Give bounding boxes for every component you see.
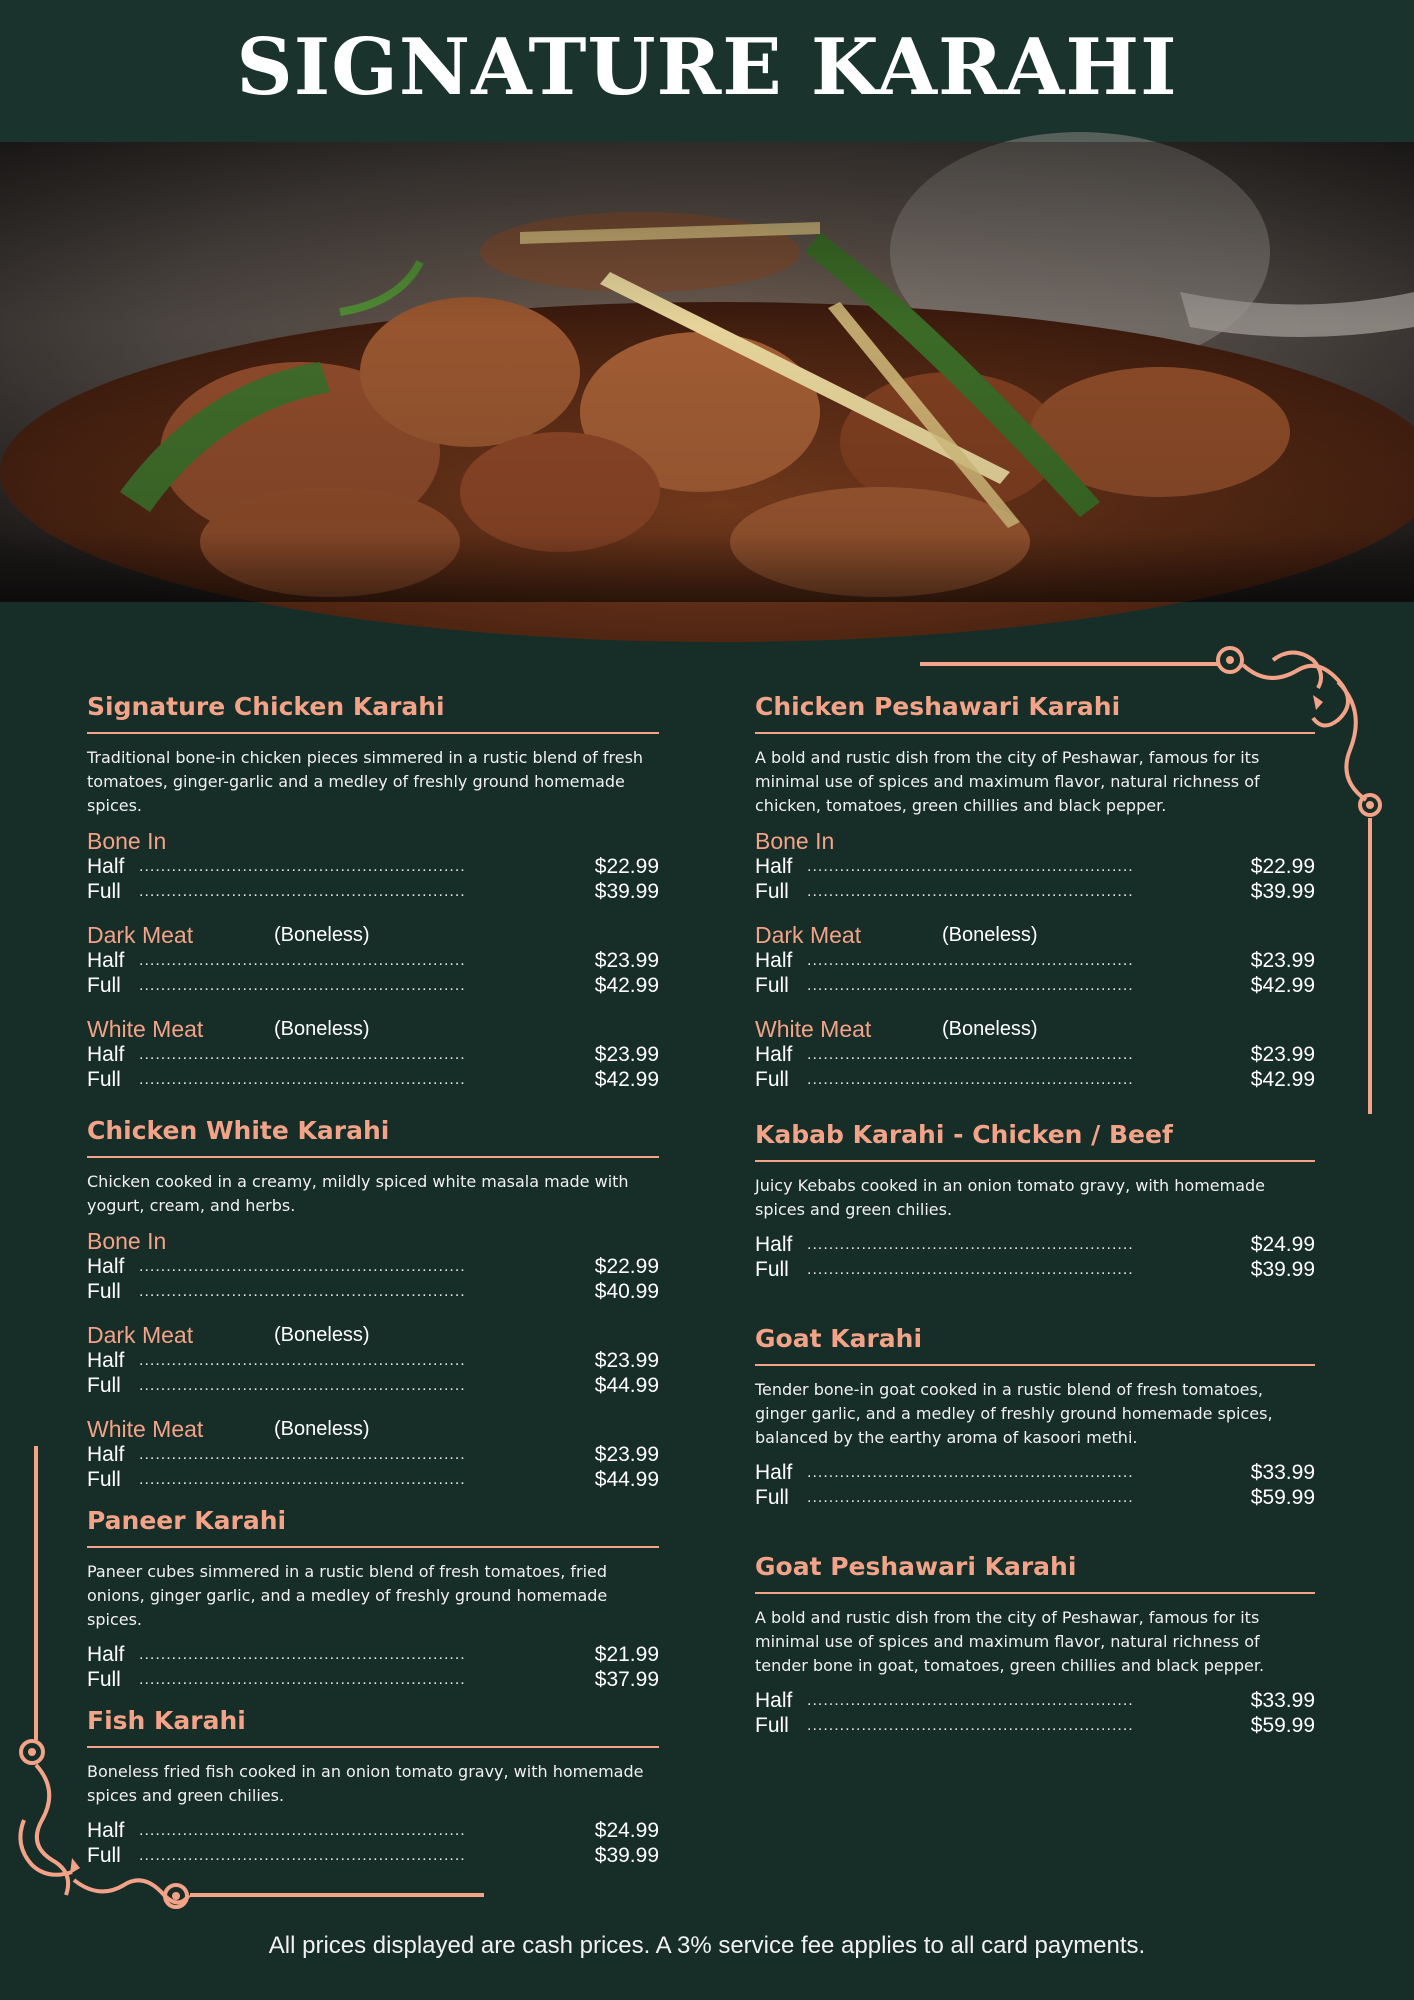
portion-label: Half — [755, 949, 793, 972]
price-value: $39.99 — [1250, 1258, 1315, 1281]
price-row — [87, 1843, 659, 1868]
portion-category — [755, 828, 1315, 854]
price-row — [755, 1257, 1315, 1282]
price-value: $39.99 — [594, 880, 659, 903]
dot-leader: ............................................................ — [807, 1464, 1134, 1481]
price-value: $23.99 — [594, 949, 659, 972]
portion-label: Half — [87, 855, 125, 878]
portion-label: Half — [755, 1461, 793, 1484]
portion-label: Half — [87, 1643, 125, 1666]
section-title: Signature Chicken Karahi — [87, 690, 659, 734]
price-value: $23.99 — [594, 1443, 659, 1466]
price-value: $24.99 — [594, 1819, 659, 1842]
karahi-dish-photo-icon — [0, 142, 1414, 602]
price-row — [87, 1279, 659, 1304]
category-name: Dark Meat — [87, 1322, 194, 1348]
portion-category — [755, 922, 1315, 948]
category-name: White Meat — [755, 1016, 872, 1042]
portion-label: Half — [87, 1349, 125, 1372]
portion-category — [87, 1016, 659, 1042]
price-row — [87, 1348, 659, 1373]
price-row — [87, 1373, 659, 1398]
price-row — [755, 879, 1315, 904]
portion-label: Half — [755, 1043, 793, 1066]
menu-section — [87, 1504, 659, 1692]
section-description: Juicy Kebabs cooked in an onion tomato gravy, with homemade spices and green chilies. — [755, 1176, 1266, 1219]
portion-label: Full — [87, 1374, 121, 1397]
price-row — [755, 1042, 1315, 1067]
price-row — [87, 1467, 659, 1492]
portion-label: Full — [755, 974, 789, 997]
price-value: $24.99 — [1250, 1233, 1315, 1256]
section-title: Fish Karahi — [87, 1704, 659, 1748]
dot-leader: ............................................................ — [139, 977, 466, 994]
price-value: $23.99 — [594, 1043, 659, 1066]
dot-leader: ............................................................ — [139, 1258, 466, 1275]
price-row — [87, 1067, 659, 1092]
price-row — [87, 879, 659, 904]
portion-label: Full — [755, 1258, 789, 1281]
portion-label: Full — [87, 1844, 121, 1867]
portion-label: Full — [87, 1068, 121, 1091]
price-row — [755, 1067, 1315, 1092]
price-row — [755, 1713, 1315, 1738]
menu-section — [755, 690, 1315, 1092]
dot-leader: ............................................................ — [139, 858, 466, 875]
section-description: Chicken cooked in a creamy, mildly spiced white masala made with yogurt, cream, and herbs. — [87, 1172, 629, 1215]
dot-leader: ............................................................ — [139, 952, 466, 969]
menu-section — [755, 1322, 1315, 1510]
price-value: $37.99 — [594, 1668, 659, 1691]
dot-leader: ............................................................ — [139, 1283, 466, 1300]
portion-category — [87, 828, 659, 854]
category-note: (Boneless) — [274, 924, 370, 946]
portion-label: Half — [755, 1233, 793, 1256]
dot-leader: ............................................................ — [807, 1071, 1134, 1088]
menu-column-left — [87, 690, 659, 1868]
hero-food-image — [0, 142, 1414, 602]
price-value: $59.99 — [1250, 1486, 1315, 1509]
price-value: $23.99 — [1250, 1043, 1315, 1066]
price-row — [87, 1818, 659, 1843]
portion-label: Full — [755, 1714, 789, 1737]
price-row — [755, 1460, 1315, 1485]
dot-leader: ............................................................ — [807, 1692, 1134, 1709]
section-title: Goat Peshawari Karahi — [755, 1550, 1315, 1594]
dot-leader: ............................................................ — [139, 1471, 466, 1488]
dot-leader: ............................................................ — [139, 1071, 466, 1088]
category-name: Dark Meat — [87, 922, 194, 948]
category-name: Dark Meat — [755, 922, 862, 948]
menu-section — [87, 690, 659, 1092]
price-row — [87, 973, 659, 998]
dot-leader: ............................................................ — [139, 1646, 466, 1663]
category-name: Bone In — [87, 828, 167, 854]
category-note: (Boneless) — [274, 1418, 370, 1440]
price-row — [755, 854, 1315, 879]
dot-leader: ............................................................ — [807, 1046, 1134, 1063]
price-row — [87, 948, 659, 973]
section-title: Paneer Karahi — [87, 1504, 659, 1548]
dot-leader: ............................................................ — [139, 883, 466, 900]
price-value: $33.99 — [1250, 1689, 1315, 1712]
dot-leader: ............................................................ — [807, 1717, 1134, 1734]
section-description: Tender bone-in goat cooked in a rustic blend of fresh tomatoes, ginger garlic, and a medley of freshly ground homemade spices, balanced by the earthy aroma of kasoori methi. — [755, 1380, 1273, 1447]
portion-category — [87, 1322, 659, 1348]
category-name: White Meat — [87, 1016, 204, 1042]
dot-leader: ............................................................ — [139, 1847, 466, 1864]
portion-label: Full — [87, 880, 121, 903]
price-value: $23.99 — [1250, 949, 1315, 972]
section-title: Kabab Karahi - Chicken / Beef — [755, 1118, 1315, 1162]
portion-category — [87, 922, 659, 948]
price-row — [87, 1254, 659, 1279]
menu-section — [87, 1704, 659, 1868]
price-row — [755, 1485, 1315, 1510]
price-value: $59.99 — [1250, 1714, 1315, 1737]
price-value: $42.99 — [1250, 974, 1315, 997]
dot-leader: ............................................................ — [807, 977, 1134, 994]
category-name: Bone In — [87, 1228, 167, 1254]
portion-label: Full — [87, 1468, 121, 1491]
portion-label: Full — [87, 1668, 121, 1691]
portion-label: Half — [87, 1255, 125, 1278]
dot-leader: ............................................................ — [807, 883, 1134, 900]
price-value: $42.99 — [594, 1068, 659, 1091]
section-title: Goat Karahi — [755, 1322, 1315, 1366]
dot-leader: ............................................................ — [139, 1352, 466, 1369]
price-value: $22.99 — [1250, 855, 1315, 878]
price-row — [87, 854, 659, 879]
category-name: White Meat — [87, 1416, 204, 1442]
dot-leader: ............................................................ — [807, 952, 1134, 969]
dot-leader: ............................................................ — [139, 1671, 466, 1688]
price-value: $42.99 — [594, 974, 659, 997]
menu-section — [755, 1550, 1315, 1738]
price-value: $44.99 — [594, 1374, 659, 1397]
price-value: $39.99 — [594, 1844, 659, 1867]
category-note: (Boneless) — [274, 1018, 370, 1040]
category-note: (Boneless) — [274, 1324, 370, 1346]
category-note: (Boneless) — [942, 1018, 1038, 1040]
price-row — [755, 973, 1315, 998]
portion-category — [87, 1416, 659, 1442]
price-value: $22.99 — [594, 1255, 659, 1278]
section-description: Paneer cubes simmered in a rustic blend of fresh tomatoes, fried onions, ginger garlic, and a medley of freshly ground homemade spices. — [87, 1562, 608, 1629]
menu-section — [87, 1114, 659, 1492]
menu-section — [755, 1118, 1315, 1282]
price-value: $23.99 — [594, 1349, 659, 1372]
dot-leader: ............................................................ — [139, 1377, 466, 1394]
price-row — [87, 1642, 659, 1667]
price-row — [755, 948, 1315, 973]
portion-label: Half — [87, 949, 125, 972]
dot-leader: ............................................................ — [807, 858, 1134, 875]
portion-label: Half — [87, 1443, 125, 1466]
section-description: Boneless fried fish cooked in an onion tomato gravy, with homemade spices and green chilies. — [87, 1762, 644, 1805]
price-value: $40.99 — [594, 1280, 659, 1303]
price-value: $21.99 — [594, 1643, 659, 1666]
portion-label: Full — [87, 974, 121, 997]
price-value: $44.99 — [594, 1468, 659, 1491]
page-title: SIGNATURE KARAHI — [236, 22, 1178, 113]
section-title: Chicken White Karahi — [87, 1114, 659, 1158]
portion-label: Half — [87, 1043, 125, 1066]
category-name: Bone In — [755, 828, 835, 854]
menu-column-right — [755, 690, 1315, 1738]
footer-note: All prices displayed are cash prices. A 3% service fee applies to all card payments. — [268, 1932, 1146, 1959]
portion-label: Full — [87, 1280, 121, 1303]
section-description: Traditional bone-in chicken pieces simmered in a rustic blend of fresh tomatoes, ginger-garlic and a medley of freshly ground homemade spices. — [87, 748, 644, 815]
portion-label: Half — [87, 1819, 125, 1842]
section-description: A bold and rustic dish from the city of Peshawar, famous for its minimal use of spices and maximum flavor, natural richness of tender bone in goat, tomatoes, green chillies and black pepper. — [755, 1608, 1265, 1675]
dot-leader: ............................................................ — [139, 1822, 466, 1839]
portion-label: Full — [755, 1486, 789, 1509]
price-row — [755, 1232, 1315, 1257]
portion-label: Full — [755, 1068, 789, 1091]
dot-leader: ............................................................ — [139, 1046, 466, 1063]
dot-leader: ............................................................ — [807, 1489, 1134, 1506]
section-description: A bold and rustic dish from the city of Peshawar, famous for its minimal use of spices and maximum flavor, natural richness of chicken, tomatoes, green chillies and black pepper. — [755, 748, 1260, 815]
portion-label: Half — [755, 1689, 793, 1712]
price-row — [755, 1688, 1315, 1713]
category-note: (Boneless) — [942, 924, 1038, 946]
price-row — [87, 1667, 659, 1692]
portion-label: Full — [755, 880, 789, 903]
price-value: $42.99 — [1250, 1068, 1315, 1091]
price-value: $39.99 — [1250, 880, 1315, 903]
price-row — [87, 1042, 659, 1067]
portion-category — [87, 1228, 659, 1254]
price-value: $33.99 — [1250, 1461, 1315, 1484]
dot-leader: ............................................................ — [139, 1446, 466, 1463]
portion-category — [755, 1016, 1315, 1042]
portion-label: Half — [755, 855, 793, 878]
dot-leader: ............................................................ — [807, 1261, 1134, 1278]
price-row — [87, 1442, 659, 1467]
section-title: Chicken Peshawari Karahi — [755, 690, 1315, 734]
price-value: $22.99 — [594, 855, 659, 878]
dot-leader: ............................................................ — [807, 1236, 1134, 1253]
